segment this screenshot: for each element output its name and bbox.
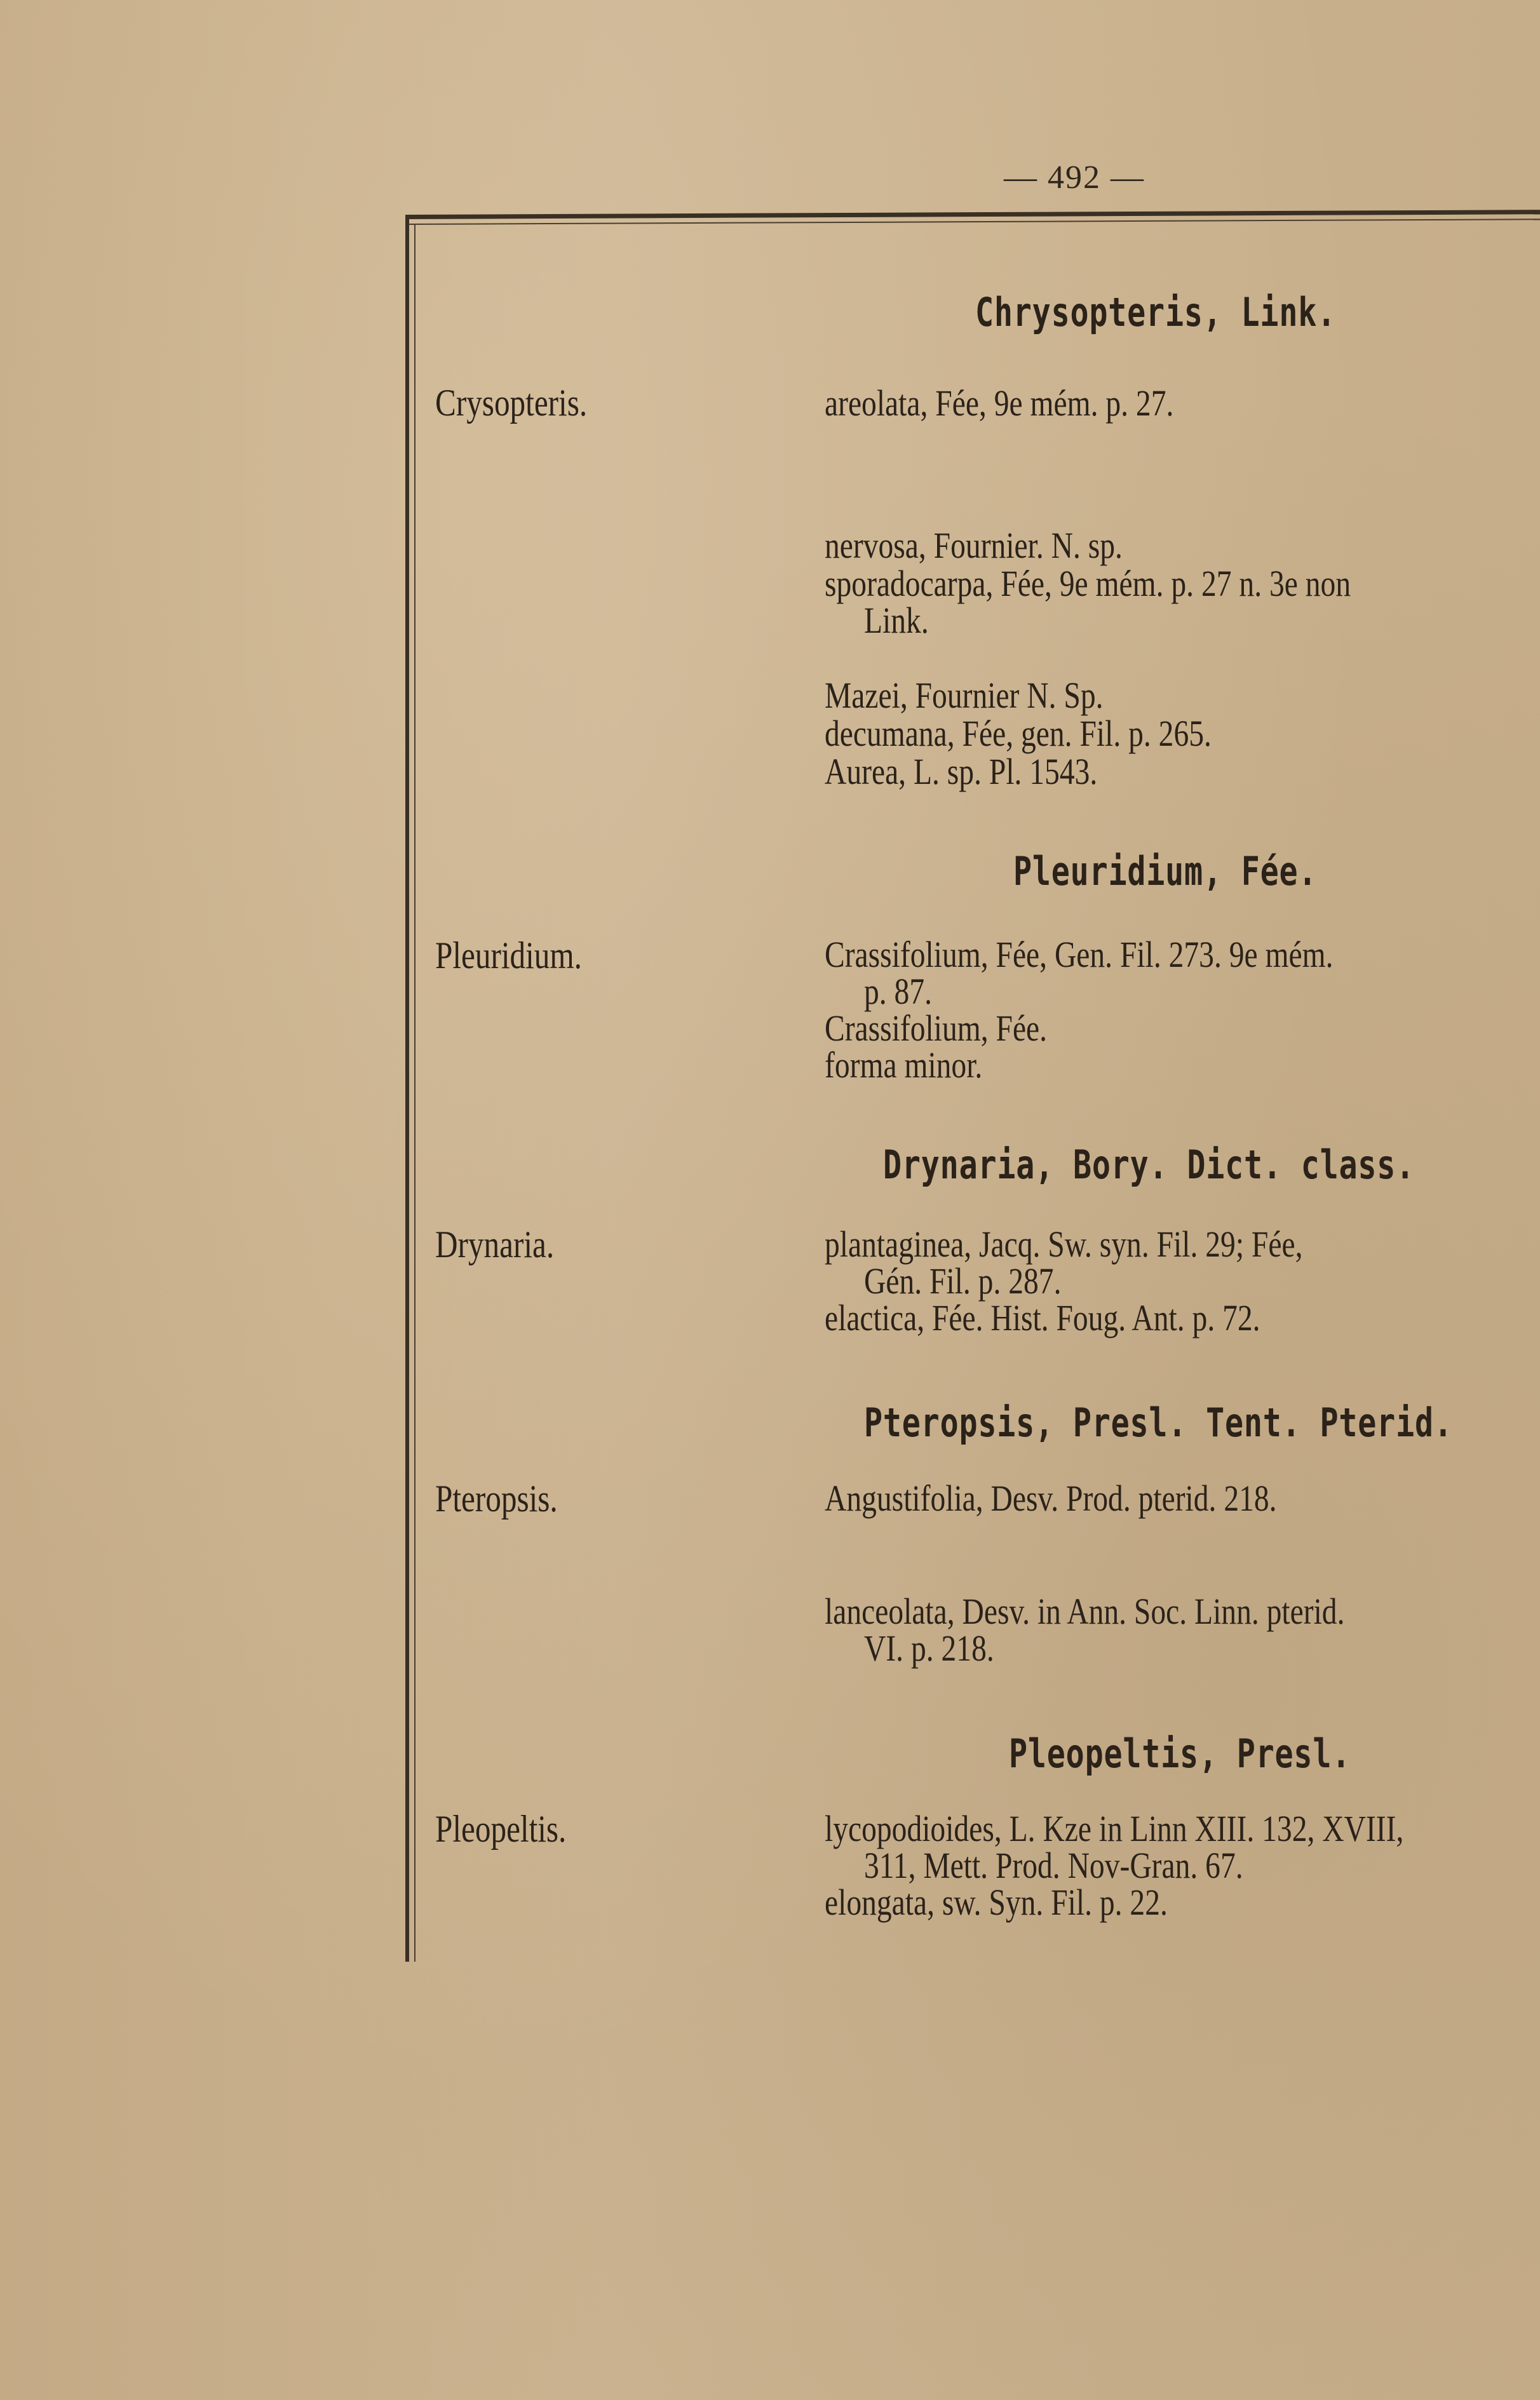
section-heading: Pleuridium, Fée. xyxy=(1013,848,1318,894)
entry-line: elactica, Fée. Hist. Foug. Ant. p. 72. xyxy=(825,1297,1260,1338)
entry-line: sporadocarpa, Fée, 9e mém. p. 27 n. 3e non xyxy=(825,563,1351,604)
page-number: — 492 — xyxy=(1004,159,1145,196)
entry-line: VI. p. 218. xyxy=(864,1628,994,1669)
entry-line: lycopodioides, L. Kze in Linn XIII. 132, XVIII, xyxy=(825,1808,1404,1849)
entry-line: Link. xyxy=(864,600,929,641)
entry-line: Aurea, L. sp. Pl. 1543. xyxy=(825,751,1098,792)
genus-label: Pleuridium. xyxy=(435,934,582,976)
entry-line: elongata, sw. Syn. Fil. p. 22. xyxy=(825,1882,1168,1923)
section-heading: Drynaria, Bory. Dict. class. xyxy=(883,1142,1415,1188)
top-rule-thin xyxy=(407,219,1540,225)
entry-line: p. 87. xyxy=(864,971,933,1012)
section-heading: Chrysopteris, Link. xyxy=(975,289,1337,335)
left-rule-thin xyxy=(414,224,415,1962)
section-heading: Pleopeltis, Presl. xyxy=(1009,1730,1351,1777)
top-rule xyxy=(407,210,1540,219)
entry-line: areolata, Fée, 9e mém. p. 27. xyxy=(825,382,1174,424)
section-heading: Pteropsis, Presl. Tent. Pterid. xyxy=(864,1399,1453,1446)
entry-line: Mazei, Fournier N. Sp. xyxy=(825,675,1104,716)
entry-line: lanceolata, Desv. in Ann. Soc. Linn. pterid. xyxy=(825,1591,1345,1632)
entry-line: Angustifolia, Desv. Prod. pterid. 218. xyxy=(825,1478,1277,1519)
entry-line: 311, Mett. Prod. Nov-Gran. 67. xyxy=(864,1845,1243,1886)
entry-line: forma minor. xyxy=(825,1044,983,1086)
entry-line: Crassifolium, Fée. xyxy=(825,1008,1048,1049)
entry-line: decumana, Fée, gen. Fil. p. 265. xyxy=(825,713,1212,754)
genus-label: Pteropsis. xyxy=(435,1478,558,1520)
entry-line: plantaginea, Jacq. Sw. syn. Fil. 29; Fée, xyxy=(825,1224,1303,1265)
genus-label: Drynaria. xyxy=(435,1224,555,1265)
entry-line: nervosa, Fournier. N. sp. xyxy=(825,525,1123,566)
left-rule xyxy=(405,215,409,1962)
entry-line: Crassifolium, Fée, Gen. Fil. 273. 9e mém. xyxy=(825,934,1334,975)
entry-line: Gén. Fil. p. 287. xyxy=(864,1260,1062,1302)
genus-label: Crysopteris. xyxy=(435,382,588,424)
genus-label: Pleopeltis. xyxy=(435,1808,567,1850)
